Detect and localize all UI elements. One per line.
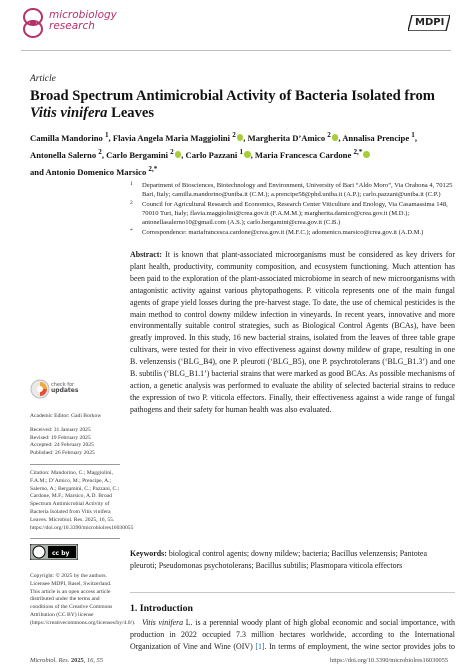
reference-link[interactable]: [1] (255, 641, 265, 651)
keywords-text: biological control agents; downy mildew; bacteria; Bacillus velenzensis; Pantotea pleuroti; Pseudomonas psychotolerans; Bacillus subtilis; Plasmopara viticola effectors (130, 549, 427, 570)
abstract-text: It is known that plant-associated microorganisms must be considered as key drivers for plant health, productivity, community composition, and ecosystem functioning. Much attention has been paid to the exploration of the plant-associated microbiome in search of new microorganisms with antagonistic activity against various phytopathogens. P. viticola represents one of the main fungal agents of grape yield losses during the pre-harvest stage. To date, the use of chemical pesticides is the main method to control downy mildew infection in vineyards. In recent years, innovative and more environmentally suitable control strategies, such as Biological Control Agents (BCAs), have been greatly improved. In this study, 16 new bacterial strains, isolated from the leaves of three table grape cultivars, were tested for their in vivo effectiveness against downy mildew of grape, resulting in one B. velenzensis (‘BLG_B4), one P. pleuroti (‘BLG_B5), one P. psychrotolerans (‘BLG_B1.3’) and one B. subtilis (‘BLG_B1.1’) bacterial strains that were marked as good BCAs. As possible mechanisms of action, a genetic analysis was performed to evaluate the ability of selected bacterial strains to reduce the expression of two P. viticola effectors. Finally, their effectiveness against a wide range of fungal pathogens and their safety for human health was also evaluated. (130, 250, 455, 414)
journal-logo[interactable] (21, 7, 131, 41)
footer-citation: Microbiol. Res. 2025, 16, 55 (30, 657, 103, 664)
article-info-sidebar (30, 413, 136, 634)
orcid-icon[interactable] (237, 134, 244, 141)
orcid-icon[interactable] (363, 151, 370, 158)
footer-doi-link[interactable]: https://doi.org/10.3390/microbiolres16030055 (330, 657, 449, 664)
title-line2-rest: Leaves (107, 105, 155, 121)
academic-editor: Academic Editor: Gadi Borkow (30, 413, 102, 419)
check-for-updates-button[interactable] (30, 379, 82, 405)
author: Annalisa Prencipe (342, 132, 410, 143)
orcid-icon[interactable] (244, 151, 251, 158)
abstract-label: Abstract: (130, 250, 162, 259)
publication-dates (30, 427, 120, 458)
species-name: Vitis vinifera (142, 618, 184, 627)
cc-by-license-icon[interactable] (30, 544, 78, 560)
citation: Citation: Mandorino, C.; Maggiolini, F.A.M.; D’Amico, M.; Prencipe, A.; Salerno, A.; Bergamini, C.; Pazzani, C.; Cardone, M.F.; Marsico, A.D. Broad Spectrum Antimicrobial Activity of Bacteria Isolated from Vitis vinifera Leaves. Microbiol. Res. 2025, 16, 55. https://doi.org/10.3390/microbiolres16030055 (30, 469, 134, 531)
check-updates-icon (30, 379, 50, 399)
author: Maria Francesca Cardone (254, 149, 352, 160)
date-received: Received: 31 January 2025 (30, 426, 91, 433)
affiliation-item: 1 Department of Biosciences, Biotechnology and Environment, University of Bari “Aldo Moro”, Via Orabona 4, 70125 Bari, Italy; camilla.mandorino@uniba.it (C.M.); a.prencipe58@phd.uniba.it (A.P.); carlo.pazzani@uniba.it (C.P.) (130, 181, 453, 198)
mdpi-logo[interactable] (408, 15, 450, 31)
copyright-notice: Copyright: © 2025 by the authors. Licensee MDPI, Basel, Switzerland. This article is an open access article distributed under the terms and conditions of the Creative Commons Attribution (CC BY) license (https://creativecommons.org/licenses/by/4.0/). (30, 572, 136, 626)
keywords-label: Keywords: (130, 549, 167, 558)
journal-name-line1: microbiology (49, 9, 117, 21)
date-accepted: Accepted: 24 February 2025 (30, 442, 94, 449)
abstract (130, 249, 455, 416)
section-divider (130, 592, 455, 593)
date-published: Published: 26 February 2025 (30, 450, 95, 457)
author: Antonella Salerno (30, 149, 97, 160)
sidebar-divider (30, 464, 120, 465)
author: Margherita D’Amico (247, 132, 326, 143)
cc-by-label: cc by (52, 550, 70, 558)
introduction-paragraph: Vitis vinifera L. is a perennial woody plant of high global economic and social importance, with production in 2022 occupied 7.3 million hectares worldwide, according to the International Organization of Vine and Wine (OIV) [1]. In terms of employment, the wine sector provides jobs to (130, 618, 455, 651)
section-title-introduction: 1. Introduction (130, 603, 193, 614)
author: Flavia Angela Maria Maggiolini (112, 132, 231, 143)
affiliation-item: 2 Council for Agricultural Research and Economics, Research Center Viticulture and Enology, Via Casamassima 148, 70010 Turi, Italy; flavia.maggiolini@crea.gov.it (F.A.M.M.); margherita.damico@crea.gov.it (M.D.); antonellasalerno10@gmail.com (A.S.); carlo.bergamini@crea.gov.it (C.B.) (130, 200, 448, 226)
orcid-icon[interactable] (175, 151, 182, 158)
mdpi-logo-text: MDPI (415, 17, 445, 28)
correspondence: * Correspondence: mariafrancesca.cardone@crea.gov.it (M.F.C.); adomenico.marsico@crea.gov.it (A.D.M.) (130, 228, 424, 236)
author: Camilla Mandorino (30, 132, 103, 143)
journal-name-line2: research (49, 19, 95, 32)
journal-name (49, 10, 117, 31)
title-line1: Broad Spectrum Antimicrobial Activity of Bacteria Isolated from (30, 88, 435, 104)
keywords (130, 548, 455, 572)
orcid-icon[interactable] (332, 134, 339, 141)
header-divider (21, 50, 451, 51)
author: and Antonio Domenico Marsico (30, 166, 147, 177)
article-title (30, 88, 455, 122)
author-list: Camilla Mandorino $^1$, Flavia Angela Maria Maggiolini $^2$ , Margherita D’Amico $^2$ , Annalisa Prencipe $^1$, Antonella Salerno $^2$, Carlo Bergamini $^2$ , Carlo Pazzani $^1$ , Maria Francesca Cardone $^{2,*}$ and Antonio Domenico Marsico $^{2,*}$ (30, 131, 418, 177)
article-type: Article (30, 74, 56, 84)
author: Carlo Pazzani (185, 149, 238, 160)
date-revised: Revised: 19 February 2025 (30, 434, 91, 441)
affiliations (130, 181, 455, 238)
sidebar-divider (30, 538, 120, 539)
check-updates-text: check for updates (51, 382, 79, 394)
author: Carlo Bergamini (106, 149, 168, 160)
title-italic-species: Vitis vinifera (30, 105, 108, 121)
journal-logo-icon (21, 8, 45, 38)
